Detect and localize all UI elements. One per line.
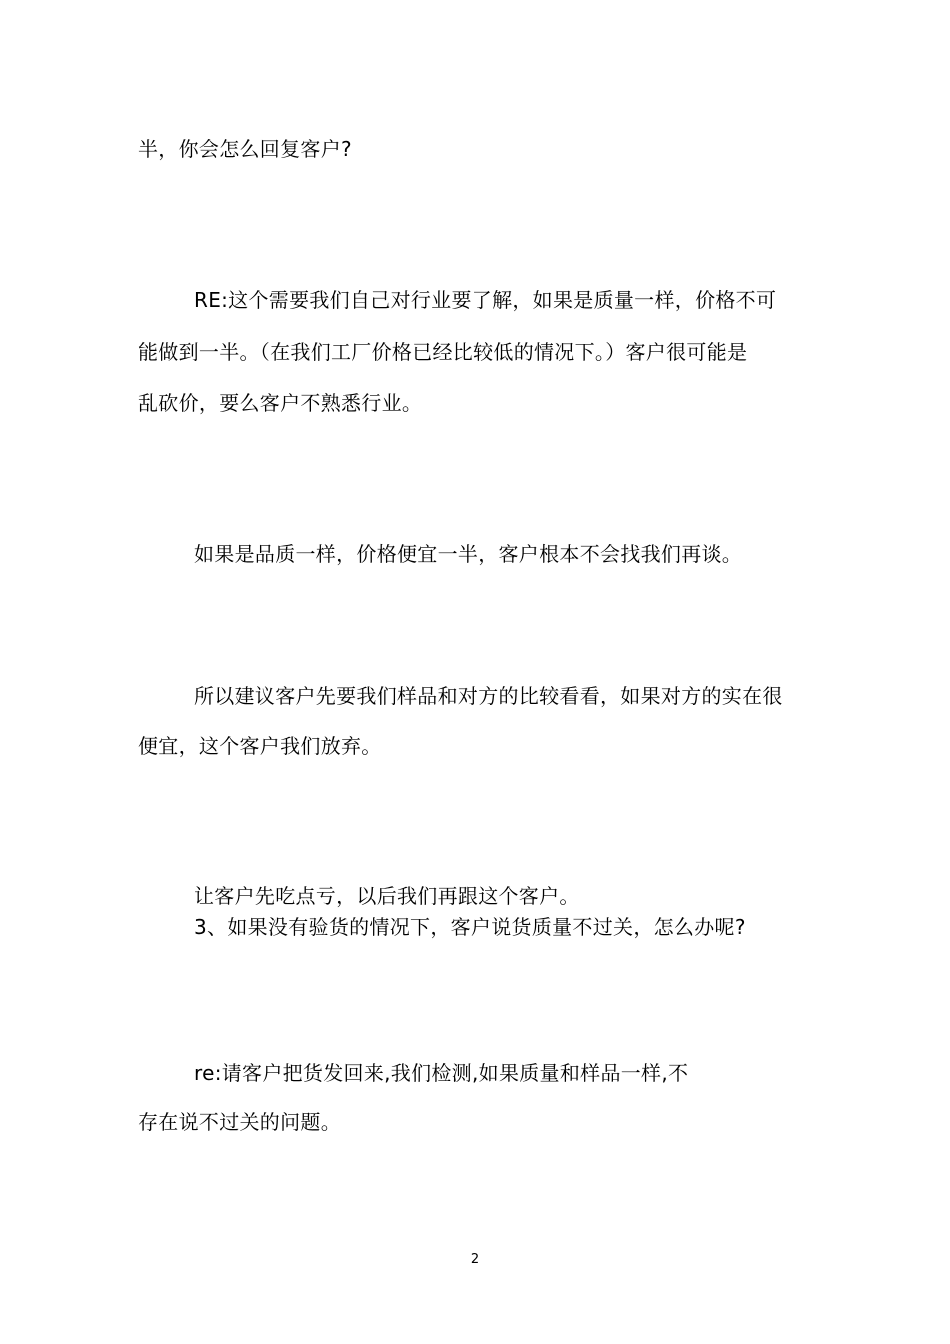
paragraph-line: 能做到一半。（在我们工厂价格已经比较低的情况下。）客户很可能是 [138,340,748,364]
paragraph-line: 乱砍价，要么客户不熟悉行业。 [138,391,423,415]
paragraph-line: 存在说不过关的问题。 [138,1110,341,1134]
paragraph-line: 半，你会怎么回复客户? [138,137,352,161]
question-heading: 3、如果没有验货的情况下，客户说货质量不过关，怎么办呢? [194,915,746,939]
paragraph-line: 所以建议客户先要我们样品和对方的比较看看，如果对方的实在很 [194,684,783,708]
paragraph-line: re:请客户把货发回来,我们检测,如果质量和样品一样,不 [194,1061,689,1085]
paragraph-line: 便宜，这个客户我们放弃。 [138,734,382,758]
paragraph-line: RE:这个需要我们自己对行业要了解，如果是质量一样，价格不可 [194,288,777,312]
page-number: 2 [470,1252,480,1267]
paragraph-line: 让客户先吃点亏，以后我们再跟这个客户。 [194,884,580,908]
paragraph-line: 如果是品质一样，价格便宜一半，客户根本不会找我们再谈。 [194,542,743,566]
